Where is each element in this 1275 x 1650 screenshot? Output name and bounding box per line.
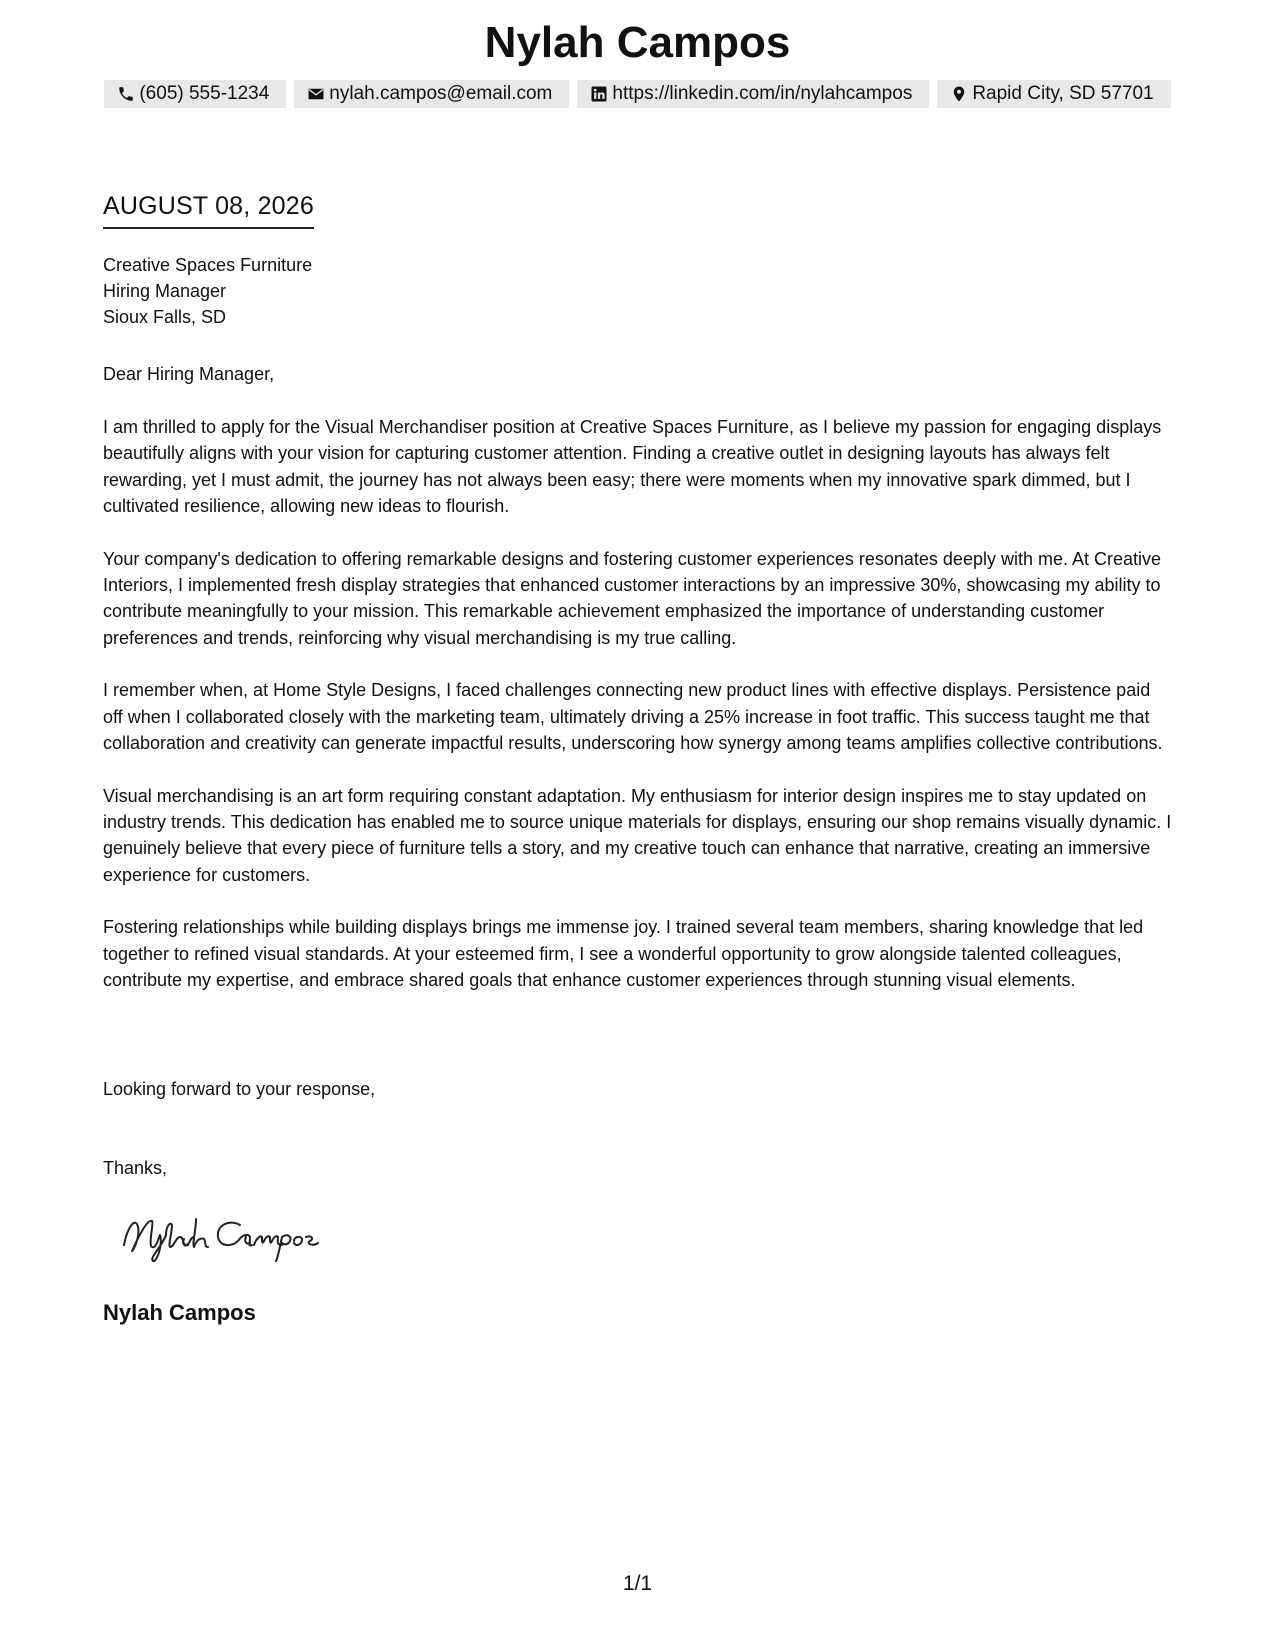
contact-email: [294, 80, 569, 108]
email-text: nylah.campos@email.com: [329, 83, 553, 104]
closing-line: Looking forward to your response,: [103, 1079, 376, 1099]
body-paragraph: I am thrilled to apply for the Visual Merchandiser position at Creative Spaces Furniture, as I believe my passion for engaging displays beautifully aligns with your vision for capturing customer attention. Finding a creative outlet in designing layouts has always felt rewarding, yet I must admit, the journey has not always been easy; there were moments when my innovative spark dimmed, but I cultivated resilience, allowing new ideas to flourish.: [103, 417, 1162, 516]
phone-icon: [117, 85, 135, 103]
contact-phone: [104, 80, 286, 108]
contact-location: [937, 80, 1170, 108]
map-pin-icon: [950, 85, 968, 103]
recipient-title: Hiring Manager: [103, 281, 227, 301]
page-indicator: 1/1: [622, 1572, 653, 1595]
letter-body: [103, 414, 1173, 1020]
envelope-icon: [307, 85, 325, 103]
body-paragraph: I remember when, at Home Style Designs, I faced challenges connecting new product lines with effective displays. Persistence paid off when I collaborated closely with the marketing team, ultimately driving a 25% increase in foot traffic. This success taught me that collaboration and creativity can generate impactful results, underscoring how synergy among teams amplifies collective contributions.: [103, 680, 1163, 753]
location-text: Rapid City, SD 57701: [972, 83, 1154, 104]
letter-date: AUGUST 08, 2026: [103, 192, 314, 229]
salutation: Dear Hiring Manager,: [103, 364, 275, 384]
contact-info-bar: [0, 80, 1275, 108]
linkedin-text: https://linkedin.com/in/nylahcampos: [612, 83, 913, 104]
body-paragraph: Visual merchandising is an art form requiring constant adaptation. My enthusiasm for interior design inspires me to stay updated on industry trends. This dedication has enabled me to source unique materials for displays, ensuring our shop remains visually dynamic. I genuinely believe that every piece of furniture tells a story, and my creative touch can enhance that narrative, creating an immersive experience for customers.: [103, 785, 1172, 885]
recipient-block: [103, 252, 312, 330]
recipient-location: Sioux Falls, SD: [103, 307, 227, 327]
sign-off: Thanks,: [103, 1158, 168, 1178]
handwritten-signature: [118, 1205, 358, 1265]
linkedin-icon: [590, 85, 608, 103]
phone-text: (605) 555-1234: [139, 83, 270, 104]
applicant-name-heading: Nylah Campos: [484, 18, 791, 67]
signer-name: Nylah Campos: [103, 1300, 256, 1325]
body-paragraph: Your company's dedication to offering remarkable designs and fostering customer experiences resonates deeply with me. At Creative Interiors, I implemented fresh display strategies that enhanced customer interactions by an impressive 30%, showcasing my ability to contribute meaningfully to your mission. This remarkable achievement emphasized the importance of understanding customer preferences and trends, reinforcing why visual merchandising is my true calling.: [103, 548, 1162, 648]
body-paragraph: Fostering relationships while building displays brings me immense joy. I trained several team members, sharing knowledge that led together to refined visual standards. At your esteemed firm, I see a wonderful opportunity to grow alongside talented colleagues, contribute my expertise, and embrace shared goals that enhance customer experiences through stunning visual elements.: [103, 917, 1144, 991]
contact-linkedin: [577, 80, 929, 108]
recipient-company: Creative Spaces Furniture: [103, 255, 313, 275]
